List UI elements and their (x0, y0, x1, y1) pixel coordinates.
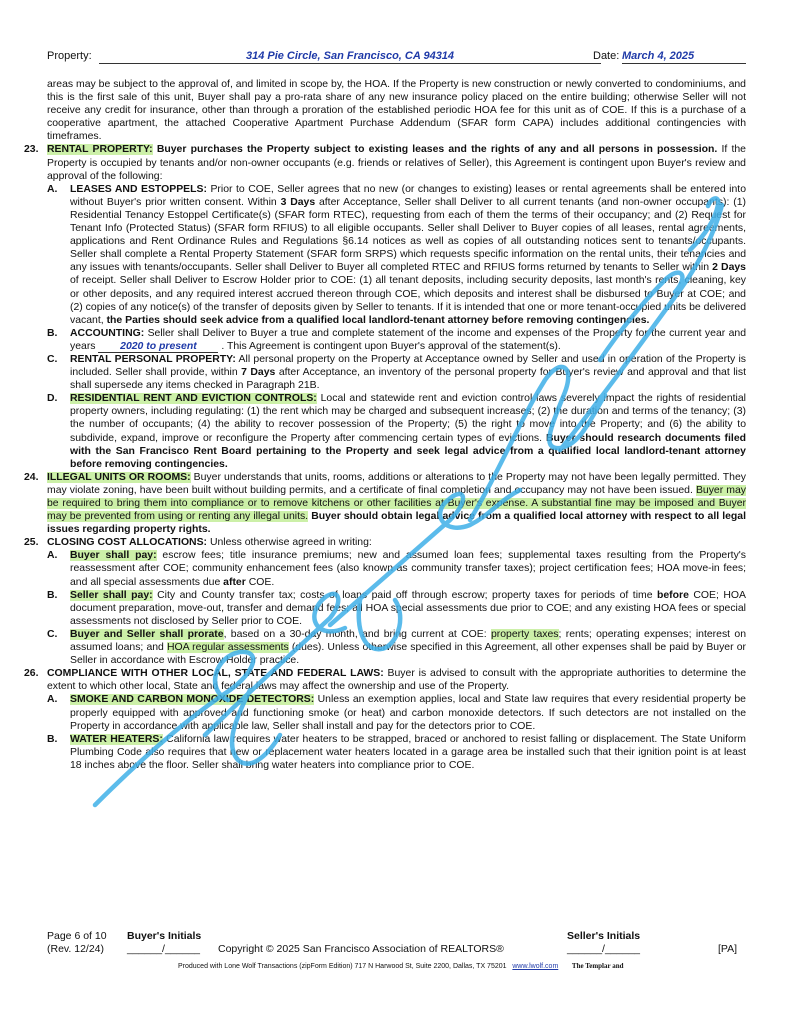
section-text: Buyer understands that units, rooms, additions or alterations to the Property may not have been legally permitted. They may violate zoning, have been built without building permits, and a certificate of final completion and occupancy may not have been issued. (47, 471, 746, 496)
subsection-25a (47, 549, 746, 588)
property-field[interactable]: 314 Pie Circle, San Francisco, CA 94314 (99, 50, 601, 64)
subsection-26a (47, 693, 746, 732)
section-title: RENTAL PROPERTY: (47, 144, 153, 156)
document-name: The Templar and (571, 962, 624, 970)
section-number: 23. (24, 144, 39, 156)
seller-initials-label: Seller's Initials (567, 930, 641, 942)
form-code: [PA] (718, 943, 738, 955)
bold-advice: Buyer should research documents filed with the San Francisco Rent Board pertaining to the Property and seek legal advice from a qualified local landlord-tenant attorney before removing contingencies. (70, 432, 746, 470)
section-26 (24, 667, 746, 693)
subsection-text: after Acceptance, Seller shall Deliver to all current tenants (and non-owner occupants): (1) Residential Tenancy Estoppel Certificate(s) (SFAR form RTEC), requesting from each of them the terms of their occupancy; and (2) Request for Tenant Info (Protected Status) (SFAR form RFIUS) to all eligible occupants. Seller shall Deliver to Buyer copies of all leases, rental agreements, applications and Rent Ordinance Rules and Regulations §6.14 notices as well as copies of all outstanding notices sent to tenants/occupants. Seller shall complete a Rental Property Statement (SFAR form SRPS) which requests specific information on the rental units, their tenancies and any issues with tenants/occupants. Seller shall Deliver to Buyer all completed RTEC and RFIUS forms returned by tenants to Seller within (70, 196, 746, 274)
subsection-23d (47, 392, 746, 471)
section-title: ILLEGAL UNITS OR ROOMS: (47, 471, 191, 483)
subsection-letter: A. (47, 694, 58, 706)
subsection-text: Unless an exemption applies, local and State law requires that every residential property be properly equipped with approved and functioning smoke (or heat) and carbon monoxide detectors. If such detectors are not installed on the Property in accordance with applicable law, Seller shall install and pay for the detectors prior to COE. (70, 694, 746, 732)
subsection-text: of receipt. Seller shall Deliver to Escrow Holder prior to COE: (1) all tenant deposits, including security deposits, last month's rents, cleaning, key or other deposits, and any required interest accrued thereon through COE, which deposits and interest shall be disbursed to Buyer at COE; and (2) copies of any notice(s) of the transfer of deposits given by Seller to tenants. If it is intended that one or more tenant-occupied units be delivered vacant, (70, 275, 746, 326)
seller-initials-field[interactable]: ______/______ (567, 943, 640, 955)
subsection-title: Buyer shall pay: (70, 550, 157, 562)
lwolf-link[interactable]: www.lwolf.com (512, 963, 559, 970)
highlighted-text: Buyer may be required to bring them into compliance or to remove kitchens or other facilities at Buyer's expense. A substantial fine may be imposed and Buyer may be prevented from using or renting any illegal units. (47, 484, 746, 523)
subsection-text: COE. (245, 576, 275, 588)
section-number: 24. (24, 471, 39, 483)
bold-term: before (657, 589, 689, 601)
property-label: Property: (47, 50, 92, 62)
subsection-letter: D. (47, 393, 58, 405)
subsection-text: Local and statewide rent and eviction control laws severely impact the rights of residential property owners, including regulating: (1) the rent which may be charged and subsequent increases; (2) the duration and terms of the tenancy; (3) the number of occupants; (4) the ability to recover possession of the Property; (5) the right to move into the Property; and (6) the ability to subdivide, expand, improve or reconfigure the Property after commencing certain types of evictions. (70, 393, 747, 444)
page-header (47, 50, 747, 64)
section-title: CLOSING COST ALLOCATIONS: (47, 537, 208, 549)
subsection-text: . This Agreement is contingent upon Buyer's approval of the statement(s). (218, 340, 561, 352)
date-field[interactable]: March 4, 2025 (622, 50, 746, 64)
subsection-title: ACCOUNTING: (70, 327, 145, 339)
section-text: Unless otherwise agreed in writing: (207, 537, 372, 549)
bold-term: 2 Days (712, 262, 746, 274)
subsection-text: after Acceptance, an inventory of the personal property for Buyer's review and approval and that list shall supersede any items checked in Paragraph 21B. (70, 367, 746, 392)
subsection-25c (47, 628, 746, 667)
highlighted-text: property taxes (490, 628, 559, 640)
subsection-letter: C. (47, 353, 58, 365)
subsection-title: WATER HEATERS: (70, 733, 163, 745)
subsection-text: (dues). Unless otherwise specified in this Agreement, all other expenses shall be paid by Buyer or Seller in accordance with Escrow Holder practice. (70, 642, 746, 667)
subsection-23b (47, 327, 746, 353)
bold-advice: Buyer should obtain legal advice from a qualified local attorney with respect to all legal issues regarding property rights. (47, 511, 747, 536)
producer-line (178, 962, 624, 970)
subsection-title: RENTAL PERSONAL PROPERTY: (70, 353, 236, 365)
subsection-title: SMOKE AND CARBON MONOXIDE DETECTORS: (70, 694, 315, 706)
subsection-text: California law requires water heaters to be strapped, braced or anchored to resist falling or displacement. The State Uniform Plumbing Code also requires that new or replacement water heaters located in a garage area be installed such that their ignition point is at least 18 inches above the floor. Seller shall bring water heaters into compliance prior to COE. (70, 733, 747, 771)
intro-paragraph: areas may be subject to the approval of, and limited in scope by, the HOA. If the Property is new construction or newly converted to condominiums, and this is the first sale of this unit, Buyer shall pay a pro-rata share of any new insurance policy placed on the entire building; otherwise Seller will not receive any credit for insurance, other than through a proration of the established periodic HOA fee for this unit as of COE. If this is a purchase of a cooperative apartment, the attached Cooperative Apartment Purchase Addendum (SFAR form CAPA) includes additional contingencies with timeframes. (47, 79, 746, 143)
subsection-title: Seller shall pay: (70, 589, 153, 601)
subsection-text: Prior to COE, Seller agrees that no new (or changes to existing) leases or rental agreements shall be entered into without Buyer's prior written consent. Within (70, 183, 747, 208)
section-title: COMPLIANCE WITH OTHER LOCAL, STATE AND FEDERAL LAWS: (47, 668, 384, 680)
subsection-title: Buyer and Seller shall prorate (70, 628, 224, 640)
subsection-letter: B. (47, 589, 58, 601)
subsection-letter: A. (47, 183, 58, 195)
buyer-initials-label: Buyer's Initials (127, 930, 202, 942)
section-text: Buyer is advised to consult with the appropriate authorities to determine the extent to which other local, State and federal laws may affect the ownership and use of the Property. (47, 668, 746, 693)
subsection-23c (47, 353, 746, 392)
date-label: Date: (593, 50, 620, 62)
section-25 (24, 536, 746, 549)
subsection-letter: B. (47, 733, 58, 745)
section-text: If the Property is occupied by tenants and/or non-owner occupants (e.g. friends or relatives of Seller), this Agreement is contingent upon Buyer's review and approval of the following: (47, 144, 746, 182)
section-number: 25. (24, 537, 39, 549)
section-lead: Buyer purchases the Property subject to existing leases and the rights of any and all persons in possession. (152, 144, 718, 156)
buyer-initials-field[interactable]: ______/______ (127, 943, 200, 955)
subsection-26b (47, 733, 746, 772)
highlighted-text: HOA regular assessments (167, 642, 289, 654)
bold-term: after (223, 576, 246, 588)
subsection-23a (47, 183, 746, 327)
section-24 (24, 471, 747, 536)
subsection-text: ; rents; operating expenses; interest on assumed loans; and (70, 628, 747, 654)
subsection-text: Seller shall Deliver to Buyer a true and complete statement of the income and expenses of the Property for the current year and years (70, 327, 746, 352)
subsection-text: All personal property on the Property at Acceptance owned by Seller and used in operation of the Property is included. Seller shall provide, within (70, 353, 746, 379)
section-23 (24, 143, 746, 182)
subsection-letter: C. (47, 628, 58, 640)
bold-term: 3 Days (280, 196, 316, 208)
subsection-title: LEASES AND ESTOPPELS: (70, 183, 207, 195)
subsection-text: City and County transfer tax; costs of loans paid off through escrow; property taxes for periods of time (152, 589, 657, 601)
subsection-text: COE; HOA document preparation, move-out, transfer and demand fees; all HOA special assessments due prior to COE; and any existing HOA fees or special assessments not disclosed by Seller prior to COE. (70, 589, 746, 627)
subsection-title: RESIDENTIAL RENT AND EVICTION CONTROLS: (70, 393, 317, 405)
subsection-text: , based on a 30-day month, and bring current at COE: (223, 628, 491, 640)
subsection-letter: A. (47, 550, 58, 562)
bold-advice: the Parties should seek advice from a qualified local landlord-tenant attorney before removing contingencies. (106, 314, 650, 326)
bold-term: 7 Days (241, 367, 276, 379)
years-field[interactable]: 2020 to present (98, 341, 218, 353)
copyright: Copyright © 2025 San Francisco Association of REALTORS® (218, 943, 504, 955)
subsection-text: escrow fees; title insurance premiums; new and assumed loan fees; supplemental taxes resulting from the Property's reassessment after COE; community enhancement fees (also known as community transfer taxes); project certification fees; HOA move-in fees; and all special assessments due (70, 550, 746, 588)
subsection-25b (47, 589, 746, 628)
revision: (Rev. 12/24) (47, 943, 104, 955)
page-number: Page 6 of 10 (47, 930, 107, 942)
subsection-letter: B. (47, 327, 58, 339)
section-number: 26. (24, 668, 39, 680)
document-body (24, 78, 747, 772)
producer-text: Produced with Lone Wolf Transactions (zipForm Edition) 717 N Harwood St, Suite 2200, Dallas, TX 75201 (178, 963, 507, 970)
